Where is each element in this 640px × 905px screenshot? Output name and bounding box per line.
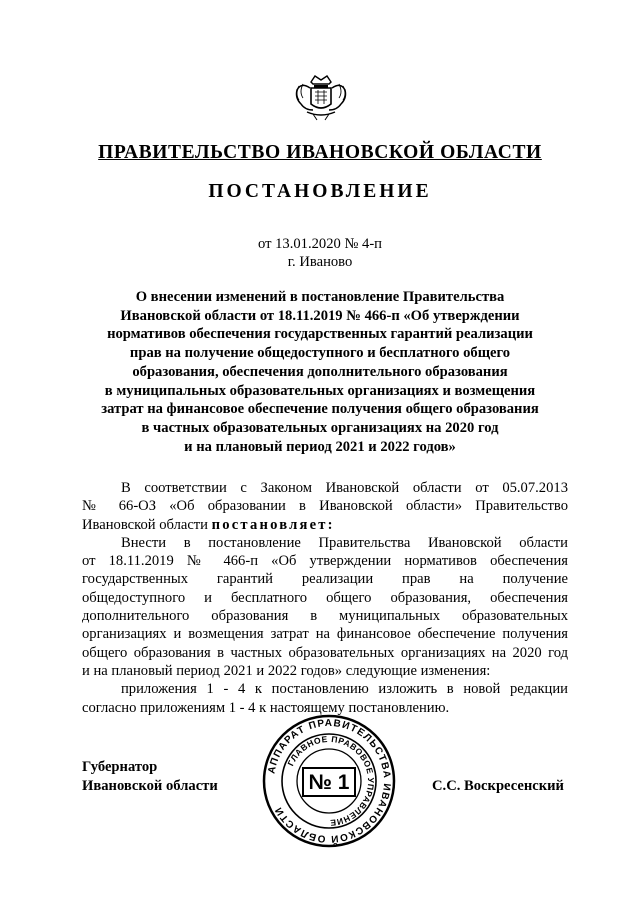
subject-line: О внесении изменений в постановление Правительства bbox=[135, 289, 505, 305]
stamp-outer-text: АППАРАТ ПРАВИТЕЛЬСТВА ИВАНОВСКОЙ ОБЛАСТИ bbox=[266, 717, 393, 845]
document-subject bbox=[0, 288, 640, 456]
coat-of-arms-emblem bbox=[289, 66, 353, 122]
body-line: приложения 1 - 4 к постановлению изложить в новой редакции bbox=[121, 681, 568, 698]
body-line: организациях и возмещения затрат на финансовое обеспечение получения bbox=[82, 626, 568, 643]
body-line: и на плановый период 2021 и 2022 годов» следующие изменения: bbox=[82, 662, 491, 679]
body-text: Ивановской области bbox=[82, 516, 212, 533]
official-seal-stamp bbox=[262, 714, 396, 848]
subject-line: в муниципальных образовательных организациях и возмещения bbox=[104, 382, 536, 399]
document-body bbox=[82, 479, 568, 717]
document-type: ПОСТАНОВЛЕНИЕ bbox=[208, 181, 432, 202]
body-line: дополнительного образования в муниципальных образовательных bbox=[82, 608, 568, 625]
signatory-name: С.С. Воскресенский bbox=[432, 778, 564, 794]
body-line: от 18.11.2019 № 466-п «Об утверждении нормативов обеспечения bbox=[82, 553, 568, 570]
signatory-position bbox=[82, 758, 218, 796]
date-number: от 13.01.2020 № 4-п bbox=[258, 236, 382, 252]
body-line: согласно приложениям 1 - 4 к настоящему постановлению. bbox=[82, 699, 450, 716]
subject-line: и на плановый период 2021 и 2022 годов» bbox=[184, 438, 456, 455]
position-line: Губернатор bbox=[82, 759, 158, 775]
resolves-word: постановляет: bbox=[211, 516, 335, 533]
subject-line: затрат на финансовое обеспечение получения общего образования bbox=[101, 401, 539, 418]
city: г. Иваново bbox=[287, 254, 353, 270]
body-line: № 66-ОЗ «Об образовании в Ивановской области» Правительство bbox=[82, 498, 568, 515]
body-line: В соответствии с Законом Ивановской области от 05.07.2013 bbox=[121, 480, 568, 496]
body-line: Внести в постановление Правительства Ивановской области bbox=[121, 534, 568, 551]
body-line: государственных гарантий реализации прав на получение bbox=[82, 571, 568, 588]
stamp-number: № 1 bbox=[308, 771, 350, 794]
stamp-inner-text: ГЛАВНОЕ ПРАВОВОЕ УПРАВЛЕНИЕ bbox=[285, 733, 377, 829]
body-line: общего образования в частных образовательных организациях на 2020 год bbox=[82, 644, 568, 661]
subject-line: образования, обеспечения дополнительного образования bbox=[132, 363, 508, 380]
government-title: ПРАВИТЕЛЬСТВО ИВАНОВСКОЙ ОБЛАСТИ bbox=[98, 142, 542, 163]
body-line: общедоступного и бесплатного общего образования, обеспечения bbox=[82, 589, 568, 606]
subject-line: Ивановской области от 18.11.2019 № 466-п «Об утверждении bbox=[120, 307, 520, 324]
position-line: Ивановской области bbox=[82, 778, 218, 794]
document-meta bbox=[0, 235, 640, 271]
subject-line: в частных образовательных организациях на 2020 год bbox=[141, 419, 499, 436]
subject-line: прав на получение общедоступного и бесплатного общего bbox=[129, 345, 511, 362]
subject-line: нормативов обеспечения государственных гарантий реализации bbox=[107, 326, 533, 343]
body-line-resolve bbox=[82, 516, 568, 534]
